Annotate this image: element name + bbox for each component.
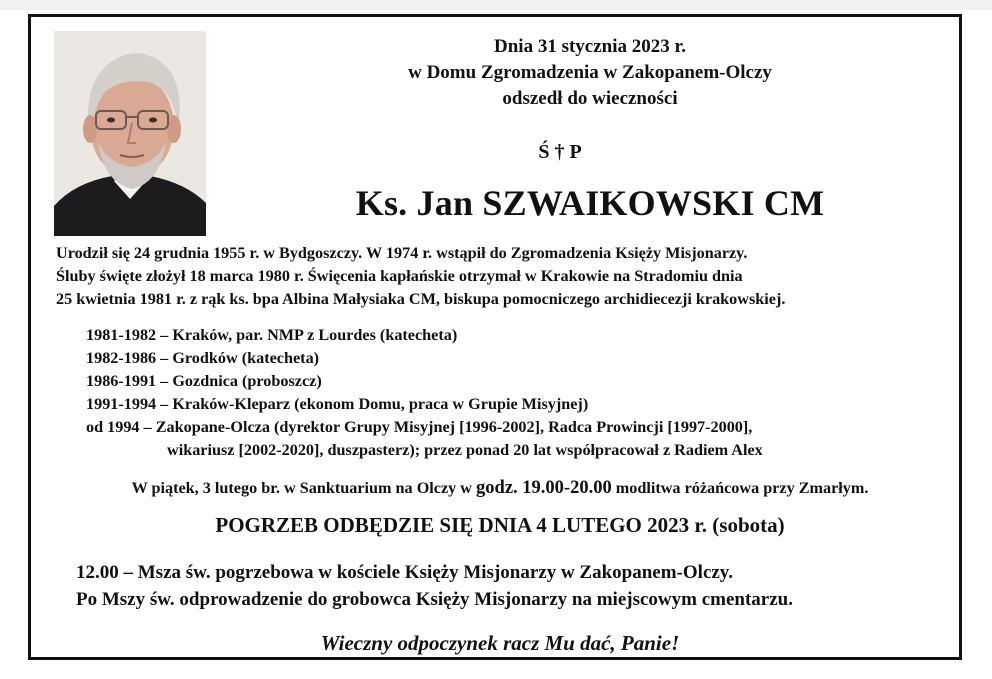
date-line: Dnia 31 stycznia 2023 r. (494, 36, 686, 57)
vigil-text-1: W piątek, 3 lutego br. w Sanktuarium na Olczy w (131, 479, 472, 497)
deceased-name: Ks. Jan SZWAIKOWSKI CM (355, 183, 825, 223)
sp-mark: Ś † P (538, 141, 582, 163)
career-item: 1981-1982 – Kraków, par. NMP z Lourdes (katecheta) (86, 326, 458, 344)
funeral-heading: POGRZEB ODBĘDZIE SIĘ DNIA 4 LUTEGO 2023 r. (sobota) (215, 513, 785, 537)
mass-line: Po Mszy św. odprowadzenie do grobowca Księży Misjonarzy na miejscowym cmentarzu. (76, 589, 793, 610)
closing-prayer: Wieczny odpoczynek racz Mu dać, Panie! (320, 631, 680, 655)
place-line: w Domu Zgromadzenia w Zakopanem-Olczy (408, 62, 772, 83)
vigil-notice (40, 478, 960, 499)
career-item: 1991-1994 – Kraków-Kleparz (ekonom Domu, praca w Grupie Misyjnej) (86, 395, 589, 413)
bio-line: Śluby święte złożył 18 marca 1980 r. Święcenia kapłańskie otrzymał w Krakowie na Stradomiu dnia (56, 267, 743, 285)
career-item: 1986-1991 – Gozdnica (proboszcz) (86, 372, 322, 390)
career-item-continuation: wikariusz [2002-2020], duszpasterz); przez ponad 20 lat współpracował z Radiem Alex (167, 441, 763, 459)
bio-line: Urodził się 24 grudnia 1955 r. w Bydgoszczy. W 1974 r. wstąpił do Zgromadzenia Księży Misjonarzy. (56, 244, 748, 262)
portrait-photo (54, 31, 206, 236)
mass-line: 12.00 – Msza św. pogrzebowa w kościele Księży Misjonarzy w Zakopanem-Olczy. (76, 562, 734, 583)
passed-line: odszedł do wieczności (502, 88, 678, 109)
vigil-text-2: modlitwa różańcowa przy Zmarłym. (615, 479, 869, 497)
career-item: od 1994 – Zakopane-Olcza (dyrektor Grupy Misyjnej [1996-2002], Radca Prowincji [1997-2000], (86, 418, 753, 436)
career-item: 1982-1986 – Grodków (katecheta) (86, 349, 320, 367)
top-strip (0, 0, 992, 10)
vigil-time: godz. 19.00-20.00 (476, 478, 612, 498)
bio-line: 25 kwietnia 1981 r. z rąk ks. bpa Albina Małysiaka CM, biskupa pomocniczego archidiecezji krakowskiej. (56, 290, 786, 308)
